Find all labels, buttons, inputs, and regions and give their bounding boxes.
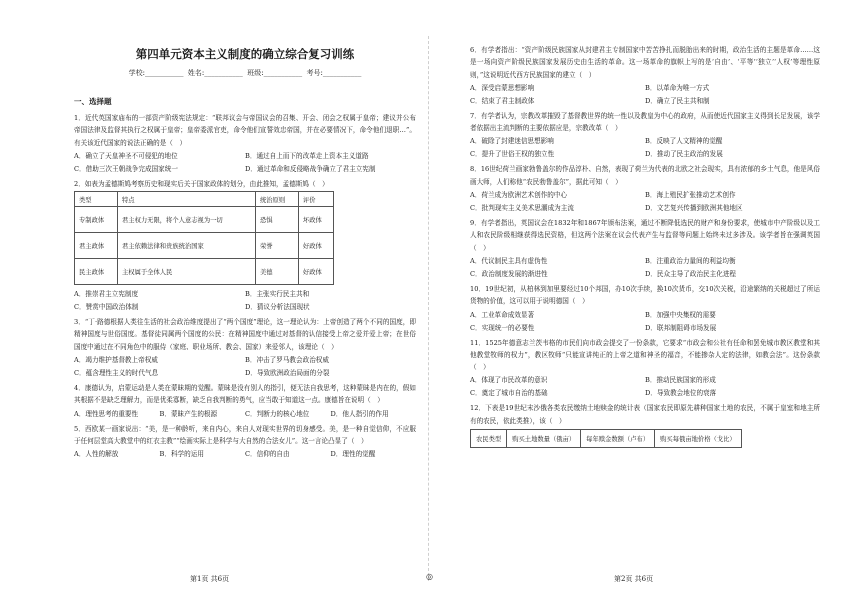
question-stem: 8．16世纪荷兰画家勃鲁盖尔的作品淳朴、自然，表现了荷兰为代表的北欧之社会现实，具有浓郁的乡土气息，他是风俗画大师，人们称他“农民勃鲁盖尔”，据此可知（ ） [470,165,820,186]
table-cell: 统治原则 [255,192,298,207]
political-system-table [74,191,334,285]
question-stem: 1．近代英国家庙布的一部资产阶级宪法规定：“联邦议会与帝国议会的召集、开会、闭会之权属于皇帝；建议并公布帝国法律及监督其执行之权属于皇帝；皇帝委派官吏，命令他们宣誓效忠帝国，并在必要情况下，命令他们退职…”。有关该近代国家的说法正确的是（ ） [74,114,416,147]
table-cell: 恐惧 [255,207,298,233]
answer-options [74,354,416,380]
answer-option[interactable]: A．人性的解放 [74,450,119,459]
redemption-table [470,429,742,448]
answer-options [74,150,416,176]
answer-options [470,255,820,281]
answer-option[interactable]: B．以革命为唯一方式 [645,83,710,92]
answer-options [470,309,820,335]
answer-option[interactable]: A．确立了天皇神圣不可侵犯的地位 [74,151,178,160]
answer-option[interactable]: D．导致欧洲政治局面的分裂 [245,369,330,378]
question-stem: 3．“丁·路德根据人类往生活的社会政治维度提出了“两个国度”理论，这一理论认为：上帝创造了两个不同的国度，即精神国度与世俗国度。基督徒同属两个国度的公民：在精神国度中通过对基督的认信接受上帝之爱并爱上帝；在世俗国度中通过在不同角色中的服侍（家庭、职业场所、教会、国家）来爱邻人，该理论（ ） [74,318,416,351]
answer-option[interactable]: A．工业革命成效显著 [470,310,535,319]
class-field[interactable]: 班级:___________ [247,69,303,77]
answer-option[interactable]: D．推动了民主政治的发展 [645,150,723,159]
answer-options [74,408,416,421]
answer-options [470,374,820,400]
table-cell: 评价 [298,192,333,207]
answer-option[interactable]: B．加强中央集权的需要 [645,310,716,319]
answer-option[interactable]: D．联邦制阻碍市场发展 [645,323,717,332]
answer-option[interactable]: B．通过自上而下的改革走上资本主义道路 [245,151,369,160]
answer-options [470,189,820,215]
table-cell: 类型 [75,192,118,207]
table-cell: 主权属于全体人民 [117,259,255,285]
answer-option[interactable]: A．理性思考的重要性 [74,409,139,418]
table-cell: 好政体 [298,259,333,285]
page-footer-right: 第2页 共6页 [614,575,654,583]
table-cell: 荣誉 [255,233,298,259]
question-stem: 12．下表是19世纪末沙俄各类农民缴纳土地赎金的统计表（国家农民即原先耕种国家土地的农民，不属于皇室和地主所有的农民，依此类推），该（ ） [470,404,820,425]
table-header-row [471,430,742,448]
answer-option[interactable]: A．推崇君主立宪制度 [74,290,139,299]
answer-option[interactable]: C．提升了世俗王权的独立性 [470,150,555,159]
question-stem: 11．1525年德意志兰茨韦格的市民们向市政会提交了一份条款，它要求“市政会和公社有任命和罢免城市教区教堂和其他教堂牧师的权力”，教区牧师“只能宣讲纯正的上帝之道和神圣的福音，不能掺杂人定的法律，如教会法”。这份条款（ ） [470,338,820,372]
answer-option[interactable]: D．猜议分析法国现状 [245,303,310,312]
answer-options [470,82,820,108]
answer-option[interactable]: A．荷兰成为欧洲艺术创作的中心 [470,191,568,200]
answer-option[interactable]: D．确立了民主共和制 [645,96,710,105]
question-stem: 10．19世纪初，从柏林到加里要经过10个邦国，办10次手续，换10次货币，交10次关税，沿途繁纳的关税超过了所运货物的价值，这可以用于说明德国（ ） [470,284,820,306]
table-cell: 购买每俄亩地价格（戈比） [655,430,742,448]
right-question-list [470,44,820,448]
table-cell: 美德 [255,259,298,285]
answer-option[interactable]: C．借助三次王朝战争完成国家统一 [74,164,178,173]
answer-option[interactable]: A．破除了封建迷信思想影响 [470,137,554,146]
table-cell: 购买土地数量（俄亩） [507,430,581,448]
center-mark-icon: ◎ [426,572,433,581]
name-field[interactable]: 姓名:___________ [187,69,243,77]
answer-option[interactable]: D．民众主导了政治民主化进程 [645,269,737,278]
answer-option[interactable]: A．体现了市民改革的意识 [470,376,548,385]
answer-option[interactable]: C．结束了君主制政体 [470,96,535,105]
answer-option[interactable]: B．冲击了罗马教会政治权威 [245,356,329,365]
table-row [75,259,334,285]
answer-option[interactable]: C．奠定了城市自治的基础 [470,389,548,398]
answer-option[interactable]: C．蕴含理性主义的时代气息 [74,369,159,378]
table-header-row [75,192,334,207]
page-footer-left: 第1页 共6页 [190,575,230,583]
left-question-list [74,112,416,461]
student-info [74,68,416,78]
table-cell: 君主权力无限，将个人意志视为一切 [117,207,255,233]
answer-option[interactable]: C．信仰的自由 [245,450,290,459]
answer-option[interactable]: B．注重政治力量间的利益均衡 [645,256,736,265]
answer-option[interactable]: C．赞赏中国政治体制 [74,303,139,312]
school-field[interactable]: 学校:___________ [128,69,184,77]
table-row [75,233,334,259]
answer-option[interactable]: B．蒙昧产生的根源 [159,409,218,418]
table-row [75,207,334,233]
question-stem: 9．有学者指出，英国议会在1832年和1867年颁布法案，通过不断降低选民的财产和身份要求，使城市中产阶级以及工人和农民阶级相继获得选民资格，但这两个法案在议会代表产生与监督等问题上始终未过多涉及。该学者旨在强调英国（ ） [470,219,820,252]
exam-number-field[interactable]: 考号:___________ [306,69,362,77]
page-title: 第四单元资本主义制度的确立综合复习训练 [135,47,355,61]
section-heading: 一、选择题 [74,97,112,106]
question-stem: 6．有学者指出：“资产阶级民族国家从封建君主专制国家中苦苦挣扎而脱胎出来的时期，政治生活的主题是革命……这是一场向资产阶级民族国家发展历史由生活的革命。这一场革命的旗帜上写的是‘自由’、‘平等’‘独立’‘人权’等理性原则，”这说明近代西方民族国家的建立（ ） [470,46,820,79]
table-cell: 特点 [117,192,255,207]
table-cell: 民主政体 [75,259,118,285]
question-stem: 7．有学者认为，宗教改革摧毁了基督教世界的统一性以及教皇为中心的政府，从而使近代国家主义得到长足发展，该学者依据出主流判断的主要依据应是，宗教改革（ ） [470,111,820,133]
answer-option[interactable]: D．导致教会地位的衰落 [645,389,717,398]
answer-option[interactable]: B．推动民族国家的形成 [645,376,716,385]
table-cell: 君主政体 [75,233,118,259]
answer-option[interactable]: A．竭力维护基督教上帝权威 [74,356,158,365]
answer-option[interactable]: B．反映了人文精神的觉醒 [645,137,723,146]
answer-options [470,135,820,161]
table-cell: 每年赎金数额（卢布） [581,430,655,448]
answer-option[interactable]: C．实现统一的必要性 [470,323,535,332]
question-stem: 4．康德认为，启蒙运动是人类在蒙昧期的觉醒。蒙昧是没有别人的指引，便无法自我思考，这种蒙昧是内在的，假如其根据不是缺乏理解力，而是优柔寡断，缺乏自我判断的勇气，应当敢于知道这一点。康德旨在说明（ ） [74,384,416,405]
answer-option[interactable]: D．文艺复兴传播到欧洲其他地区 [645,204,743,213]
answer-options [74,288,416,314]
question-stem: 2．如表为孟德斯鸠考察历史和现实后关于国家政体的划分，由此推知，孟德斯鸠（ ） [74,179,329,188]
answer-option[interactable]: D．通过革命和反侵略战争确立了君主立宪制 [245,164,376,173]
answer-option[interactable]: B．科学的运用 [159,450,204,459]
answer-option[interactable]: D．理性的觉醒 [330,450,376,459]
answer-option[interactable]: B．主张实行民主共和 [245,290,310,299]
table-cell: 好政体 [298,233,333,259]
answer-option[interactable]: B．海上殖民扩张推动艺术创作 [645,191,736,200]
answer-option[interactable]: A．深受启蒙思想影响 [470,83,535,92]
table-cell: 农民类型 [471,430,507,448]
question-stem: 5．西欧某一画家说出：“美，是一种龄听，来自内心，来自人对现实世界的切身感受。美，是一种自觉信仰，不应服于任何层堂高大教堂中的红衣主教”“绘画实际上是科学与大自然的合法女儿”。这一言论凸显了（ ） [74,424,416,445]
answer-option[interactable]: C．批判现实主义美术思潮成为主流 [470,204,574,213]
answer-option[interactable]: D．他人指引的作用 [330,409,389,418]
answer-options [74,448,416,461]
answer-option[interactable]: C．判断力的核心地位 [245,409,310,418]
answer-option[interactable]: A．代议制民主具有虚伪性 [470,256,548,265]
answer-option[interactable]: C．政治制度发展的渐进性 [470,269,548,278]
table-cell: 坏政体 [298,207,333,233]
table-cell: 君主依赖法律和贵族统治国家 [117,233,255,259]
right-page [430,0,860,608]
table-cell: 专制政体 [75,207,118,233]
